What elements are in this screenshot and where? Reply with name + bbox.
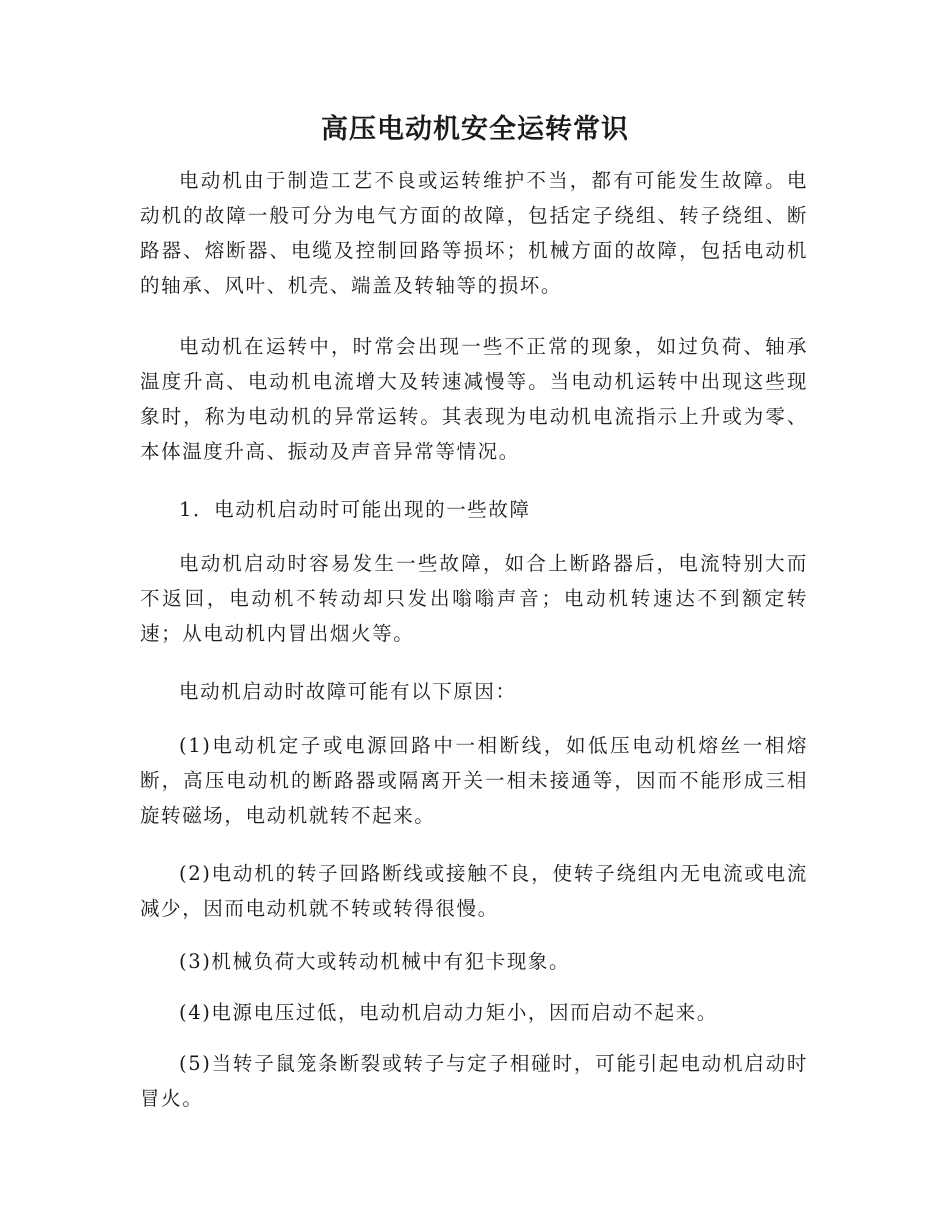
paragraph-causes-intro: 电动机启动时故障可能有以下原因： [179, 680, 517, 703]
section-heading-startup-faults: 1．电动机启动时可能出现的一些故障 [179, 498, 531, 521]
list-item-cause-2: (2)电动机的转子回路断线或接触不良，使转子绕组内无电流或电流减少，因而电动机就不转或转得很慢。 [140, 862, 808, 920]
list-item-cause-3: (3)机械负荷大或转动机械中有犯卡现象。 [179, 950, 571, 973]
list-item-cause-5: (5)当转子鼠笼条断裂或转子与定子相碰时，可能引起电动机启动时冒火。 [140, 1052, 808, 1110]
list-item-cause-4: (4)电源电压过低，电动机启动力矩小，因而启动不起来。 [179, 1001, 718, 1024]
paragraph-startup-symptoms: 电动机启动时容易发生一些故障，如合上断路器后，电流特别大而不返回，电动机不转动却只发出嗡嗡声音；电动机转速达不到额定转速；从电动机内冒出烟火等。 [140, 552, 808, 645]
page-title: 高压电动机安全运转常识 [321, 114, 629, 145]
paragraph-intro: 电动机由于制造工艺不良或运转维护不当，都有可能发生故障。电动机的故障一般可分为电气方面的故障，包括定子绕组、转子绕组、断路器、熔断器、电缆及控制回路等损坏；机械方面的故障，包括电动机的轴承、风叶、机壳、端盖及转轴等的损坏。 [140, 169, 808, 297]
list-item-cause-1: (1)电动机定子或电源回路中一相断线，如低压电动机熔丝一相熔断，高压电动机的断路器或隔离开关一相未接通等，因而不能形成三相旋转磁场，电动机就转不起来。 [140, 734, 808, 827]
paragraph-abnormal-operation: 电动机在运转中，时常会出现一些不正常的现象，如过负荷、轴承温度升高、电动机电流增大及转速减慢等。当电动机运转中出现这些现象时，称为电动机的异常运转。其表现为电动机电流指示上升或为零、本体温度升高、振动及声音异常等情况。 [140, 335, 808, 463]
